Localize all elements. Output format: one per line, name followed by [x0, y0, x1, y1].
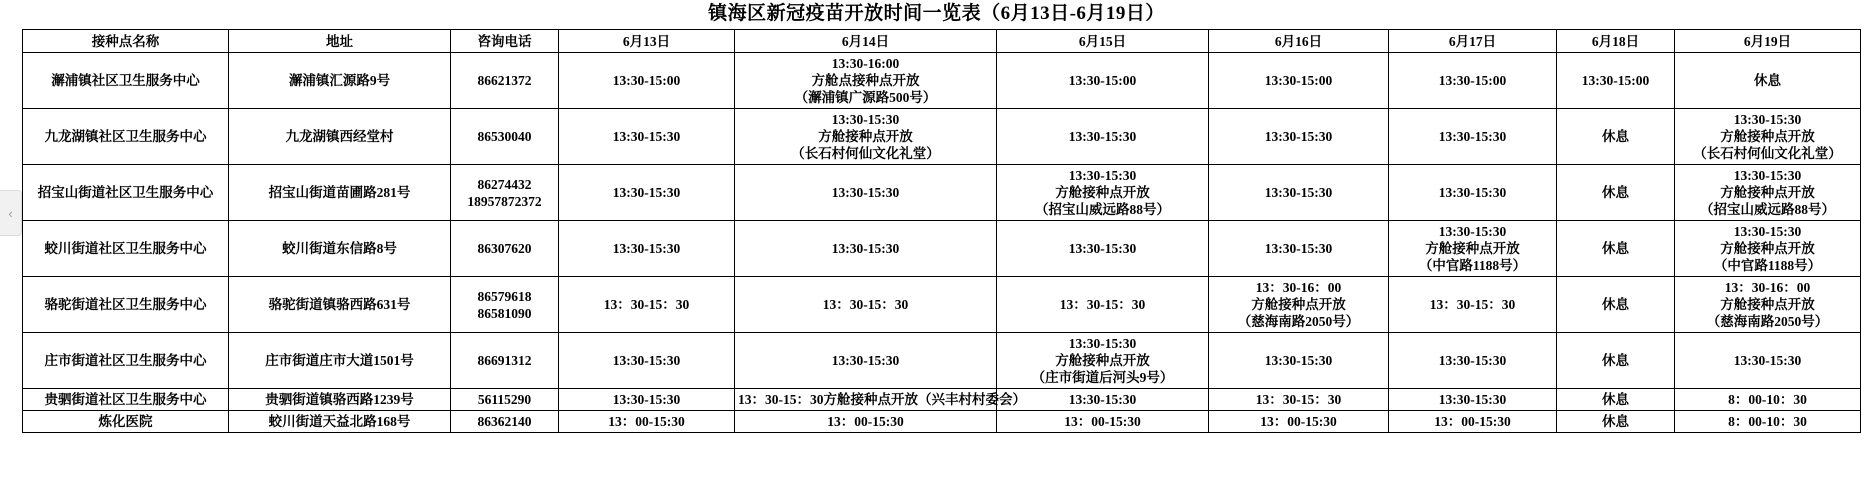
cell-june-19-line: 8：00-10：30	[1728, 392, 1807, 407]
cell-june-16	[1209, 277, 1389, 333]
cell-june-13-lines	[562, 391, 731, 408]
cell-june-18	[1557, 411, 1675, 433]
cell-june-16	[1209, 165, 1389, 221]
cell-june-15-line: 13：00-15:30	[1064, 414, 1141, 429]
cell-june-18-lines	[1560, 184, 1671, 201]
cell-phone	[451, 221, 559, 277]
cell-phone-line: 86274432	[477, 176, 532, 192]
cell-june-18-lines	[1560, 128, 1671, 145]
column-header-june-17: 6月17日	[1389, 30, 1557, 53]
cell-phone-line: 86307620	[477, 241, 532, 256]
cell-june-17-line: 13:30-15:00	[1438, 73, 1507, 88]
cell-june-19-line: 13:30-15:30	[1733, 224, 1802, 239]
cell-phone-line: 86362140	[477, 414, 532, 429]
cell-june-15-lines	[1000, 413, 1205, 430]
cell-june-19-lines	[1678, 223, 1857, 274]
cell-june-15-line: 13:30-15:30	[1068, 336, 1137, 351]
cell-june-14	[735, 333, 997, 389]
cell-june-17-lines	[1392, 223, 1553, 274]
cell-june-15-lines	[1000, 391, 1205, 408]
table-body	[23, 53, 1861, 433]
cell-june-16-lines	[1212, 184, 1385, 201]
cell-june-16	[1209, 53, 1389, 109]
cell-june-16-lines	[1212, 279, 1385, 330]
cell-june-14-line: 13：30-15：30方舱接种点开放（兴丰村村委会）	[738, 392, 1026, 407]
cell-june-16	[1209, 109, 1389, 165]
cell-june-17-line: 13:30-15:30	[1438, 392, 1507, 407]
cell-june-19	[1675, 389, 1861, 411]
cell-phone-line: 86581090	[477, 305, 532, 321]
cell-june-15	[997, 277, 1209, 333]
table-row	[23, 53, 1861, 109]
cell-june-13-lines	[562, 72, 731, 89]
cell-address: 庄市街道庄市大道1501号	[229, 333, 451, 389]
cell-june-13-line: 13:30-15:00	[612, 73, 681, 88]
cell-june-19-line: 13:30-15:30	[1733, 112, 1802, 127]
cell-june-18-lines	[1560, 72, 1671, 89]
cell-phone-lines	[454, 288, 555, 322]
cell-june-16-line: 13：30-15：30	[1255, 392, 1342, 407]
cell-june-16-line: 13：00-15:30	[1260, 414, 1337, 429]
cell-june-18-lines	[1560, 296, 1671, 313]
cell-june-19	[1675, 277, 1861, 333]
cell-june-15-line: （庄市街道后河头9号）	[1031, 370, 1174, 385]
cell-june-16-line: 13:30-15:00	[1264, 73, 1333, 88]
cell-june-14	[735, 53, 997, 109]
cell-june-15-line: （招宝山威远路88号）	[1035, 202, 1170, 217]
cell-june-16-lines	[1212, 240, 1385, 257]
cell-june-19-lines	[1678, 391, 1857, 408]
cell-june-18-lines	[1560, 352, 1671, 369]
cell-address: 澥浦镇汇源路9号	[229, 53, 451, 109]
cell-june-18	[1557, 277, 1675, 333]
cell-june-17-line: （中官路1188号）	[1418, 258, 1527, 273]
cell-june-14-lines	[738, 240, 993, 257]
cell-phone	[451, 277, 559, 333]
cell-site-name: 九龙湖镇社区卫生服务中心	[23, 109, 229, 165]
cell-phone-lines	[454, 176, 555, 210]
cell-june-14-line: 13:30-16:00	[831, 56, 900, 71]
cell-june-13-lines	[562, 240, 731, 257]
cell-june-19-line: 8：00-10：30	[1728, 414, 1807, 429]
cell-june-19-line: 13:30-15:30	[1733, 168, 1802, 183]
cell-june-18	[1557, 221, 1675, 277]
cell-june-13-line: 13:30-15:30	[612, 185, 681, 200]
cell-june-17	[1389, 53, 1557, 109]
cell-june-14-lines	[738, 413, 993, 430]
cell-june-13	[559, 221, 735, 277]
cell-june-14-line: （长石村何仙文化礼堂）	[791, 146, 940, 161]
cell-june-14-line: 方舱点接种点开放	[811, 73, 920, 88]
cell-june-13-line: 13:30-15:30	[612, 353, 681, 368]
cell-address: 蛟川街道东信路8号	[229, 221, 451, 277]
cell-june-15-lines	[1000, 167, 1205, 218]
cell-june-13-line: 13:30-15:30	[612, 129, 681, 144]
cell-phone-line: 18957872372	[467, 193, 542, 209]
cell-june-13	[559, 333, 735, 389]
cell-june-18-line: 休息	[1602, 392, 1629, 407]
cell-address: 贵驷街道镇骆西路1239号	[229, 389, 451, 411]
cell-june-19-line: 方舱接种点开放	[1720, 185, 1815, 200]
cell-june-17-line: 方舱接种点开放	[1425, 241, 1520, 256]
cell-june-14-line: （澥浦镇广源路500号）	[794, 90, 937, 105]
cell-june-17-lines	[1392, 184, 1553, 201]
cell-june-15	[997, 389, 1209, 411]
cell-june-18-lines	[1560, 413, 1671, 430]
cell-june-16-lines	[1212, 72, 1385, 89]
cell-june-14	[735, 389, 1026, 411]
column-header-june-15: 6月15日	[997, 30, 1209, 53]
cell-june-15-line: 方舱接种点开放	[1055, 185, 1150, 200]
cell-june-19-line: （长石村何仙文化礼堂）	[1693, 146, 1842, 161]
cell-june-15	[997, 165, 1209, 221]
cell-june-13-lines	[562, 352, 731, 369]
cell-june-17-line: 13:30-15:30	[1438, 129, 1507, 144]
cell-june-13-lines	[562, 128, 731, 145]
cell-june-18-line: 休息	[1602, 353, 1629, 368]
cell-june-19-line: 方舱接种点开放	[1720, 129, 1815, 144]
cell-june-19	[1675, 109, 1861, 165]
cell-phone	[451, 389, 559, 411]
cell-june-16-line: 13:30-15:30	[1264, 241, 1333, 256]
cell-june-14-line: 13:30-15:30	[831, 353, 900, 368]
cell-june-17-lines	[1392, 296, 1553, 313]
vaccination-schedule-table	[22, 29, 1861, 433]
cell-june-15-line: 13:30-15:00	[1068, 73, 1137, 88]
cell-june-14-lines	[738, 111, 993, 162]
table-header-row	[23, 30, 1861, 53]
table-row	[23, 165, 1861, 221]
cell-june-17	[1389, 165, 1557, 221]
table-row	[23, 221, 1861, 277]
cell-june-14-line: 方舱接种点开放	[818, 129, 913, 144]
cell-june-15-lines	[1000, 240, 1205, 257]
cell-june-16-line: 13:30-15:30	[1264, 185, 1333, 200]
cell-june-19-line: （慈海南路2050号）	[1706, 314, 1829, 329]
cell-june-16	[1209, 411, 1389, 433]
cell-address: 九龙湖镇西经堂村	[229, 109, 451, 165]
cell-address: 骆驼街道镇骆西路631号	[229, 277, 451, 333]
table-row	[23, 411, 1861, 433]
cell-june-18-line: 休息	[1602, 414, 1629, 429]
cell-june-19-line: 13:30-15:30	[1733, 353, 1802, 368]
cell-june-17	[1389, 221, 1557, 277]
cell-june-13	[559, 109, 735, 165]
cell-june-19	[1675, 333, 1861, 389]
cell-june-17	[1389, 109, 1557, 165]
cell-june-19-lines	[1678, 413, 1857, 430]
cell-june-17	[1389, 333, 1557, 389]
cell-june-13	[559, 389, 735, 411]
cell-june-18	[1557, 53, 1675, 109]
cell-june-13-line: 13:30-15:30	[612, 392, 681, 407]
cell-june-16-line: 13：30-16：00	[1255, 280, 1342, 295]
cell-june-14-line: 13:30-15:30	[831, 185, 900, 200]
cell-june-15-line: 13：30-15：30	[1059, 297, 1146, 312]
column-header-site-name: 接种点名称	[23, 30, 229, 53]
cell-june-18-line: 休息	[1602, 129, 1629, 144]
cell-site-name: 炼化医院	[23, 411, 229, 433]
cell-june-17	[1389, 389, 1557, 411]
cell-june-19-line: 方舱接种点开放	[1720, 241, 1815, 256]
cell-june-15-lines	[1000, 128, 1205, 145]
cell-june-19-lines	[1678, 167, 1857, 218]
column-header-address: 地址	[229, 30, 451, 53]
cell-phone-line: 86621372	[477, 73, 532, 88]
cell-june-17	[1389, 411, 1557, 433]
cell-june-14-lines	[738, 296, 993, 313]
cell-june-16-lines	[1212, 391, 1385, 408]
cell-june-18	[1557, 333, 1675, 389]
cell-june-15-line: 13:30-15:30	[1068, 129, 1137, 144]
cell-june-14-lines	[738, 352, 993, 369]
cell-june-15-lines	[1000, 296, 1205, 313]
cell-june-18-line: 休息	[1602, 297, 1629, 312]
cell-june-15-line: 13:30-15:30	[1068, 241, 1137, 256]
cell-june-17	[1389, 277, 1557, 333]
cell-june-16	[1209, 333, 1389, 389]
cell-june-16-lines	[1212, 128, 1385, 145]
column-header-june-16: 6月16日	[1209, 30, 1389, 53]
cell-june-17-lines	[1392, 128, 1553, 145]
cell-phone-lines	[454, 240, 555, 257]
cell-june-14-lines	[738, 55, 993, 106]
cell-june-15-lines	[1000, 72, 1205, 89]
table-row	[23, 333, 1861, 389]
cell-june-18	[1557, 109, 1675, 165]
cell-phone-lines	[454, 352, 555, 369]
cell-phone-lines	[454, 391, 555, 408]
cell-june-19-line: 方舱接种点开放	[1720, 297, 1815, 312]
cell-june-17-line: 13：30-15：30	[1429, 297, 1516, 312]
cell-june-19-lines	[1678, 352, 1857, 369]
cell-june-13-lines	[562, 184, 731, 201]
cell-address: 蛟川街道天益北路168号	[229, 411, 451, 433]
cell-june-17-lines	[1392, 72, 1553, 89]
cell-june-19	[1675, 53, 1861, 109]
cell-june-19-lines	[1678, 279, 1857, 330]
cell-june-17-lines	[1392, 352, 1553, 369]
cell-phone	[451, 109, 559, 165]
cell-june-14-line: 13:30-15:30	[831, 112, 900, 127]
table-row	[23, 277, 1861, 333]
cell-june-19-lines	[1678, 72, 1857, 89]
cell-june-13	[559, 53, 735, 109]
cell-june-15	[997, 411, 1209, 433]
cell-june-17-line: 13：00-15:30	[1434, 414, 1511, 429]
cell-june-13	[559, 165, 735, 221]
cell-june-15-line: 方舱接种点开放	[1055, 353, 1150, 368]
column-header-phone: 咨询电话	[451, 30, 559, 53]
cell-site-name: 贵驷街道社区卫生服务中心	[23, 389, 229, 411]
cell-june-14	[735, 109, 997, 165]
cell-phone-lines	[454, 72, 555, 89]
cell-june-15	[997, 53, 1209, 109]
cell-june-16-lines	[1212, 352, 1385, 369]
cell-june-15-lines	[1000, 335, 1205, 386]
cell-june-14-line: 13：00-15:30	[827, 414, 904, 429]
cell-june-19-line: 休息	[1754, 73, 1781, 88]
cell-phone-lines	[454, 413, 555, 430]
cell-june-17-line: 13:30-15:30	[1438, 224, 1507, 239]
cell-june-13-lines	[562, 413, 731, 430]
cell-june-17-lines	[1392, 413, 1553, 430]
page-title: 镇海区新冠疫苗开放时间一览表（6月13日-6月19日）	[708, 3, 1165, 24]
cell-june-18-lines	[1560, 391, 1671, 408]
cell-site-name: 骆驼街道社区卫生服务中心	[23, 277, 229, 333]
prev-page-nav-button[interactable]	[0, 190, 22, 236]
cell-june-14	[735, 221, 997, 277]
cell-june-15-line: 13:30-15:30	[1068, 168, 1137, 183]
cell-phone-line: 86579618	[477, 288, 532, 304]
cell-phone	[451, 333, 559, 389]
cell-june-18-line: 休息	[1602, 185, 1629, 200]
cell-june-16-line: 方舱接种点开放	[1251, 297, 1346, 312]
cell-june-18-line: 休息	[1602, 241, 1629, 256]
cell-june-19	[1675, 165, 1861, 221]
cell-june-14	[735, 277, 997, 333]
cell-june-19-line: 13：30-16：00	[1724, 280, 1811, 295]
cell-june-15	[997, 333, 1209, 389]
cell-june-19-line: （招宝山威远路88号）	[1700, 202, 1835, 217]
cell-june-18	[1557, 389, 1675, 411]
cell-site-name: 招宝山街道社区卫生服务中心	[23, 165, 229, 221]
cell-june-16-line: 13:30-15:30	[1264, 353, 1333, 368]
cell-address: 招宝山街道苗圃路281号	[229, 165, 451, 221]
column-header-june-19: 6月19日	[1675, 30, 1861, 53]
chevron-left-icon: ‹	[8, 205, 13, 221]
cell-phone-line: 86530040	[477, 129, 532, 144]
table-row	[23, 389, 1861, 411]
cell-june-13-line: 13：00-15:30	[608, 414, 685, 429]
cell-june-14	[735, 165, 997, 221]
cell-june-13-lines	[562, 296, 731, 313]
cell-june-14-lines	[738, 391, 1026, 408]
cell-june-18-line: 13:30-15:00	[1581, 73, 1650, 88]
cell-june-19	[1675, 411, 1861, 433]
column-header-june-18: 6月18日	[1557, 30, 1675, 53]
cell-june-19	[1675, 221, 1861, 277]
cell-june-13	[559, 411, 735, 433]
cell-june-17-lines	[1392, 391, 1553, 408]
cell-site-name: 庄市街道社区卫生服务中心	[23, 333, 229, 389]
cell-june-17-line: 13:30-15:30	[1438, 185, 1507, 200]
cell-phone	[451, 53, 559, 109]
cell-june-14	[735, 411, 997, 433]
cell-june-14-lines	[738, 184, 993, 201]
cell-june-15	[997, 221, 1209, 277]
cell-june-14-line: 13：30-15：30	[822, 297, 909, 312]
cell-phone	[451, 411, 559, 433]
cell-june-13	[559, 277, 735, 333]
cell-phone-line: 86691312	[477, 353, 532, 368]
column-header-june-14: 6月14日	[735, 30, 997, 53]
cell-june-15-line: 13:30-15:30	[1068, 392, 1137, 407]
cell-site-name: 蛟川街道社区卫生服务中心	[23, 221, 229, 277]
cell-june-17-line: 13:30-15:30	[1438, 353, 1507, 368]
cell-june-13-line: 13:30-15:30	[612, 241, 681, 256]
column-header-june-13: 6月13日	[559, 30, 735, 53]
cell-june-14-line: 13:30-15:30	[831, 241, 900, 256]
cell-june-16	[1209, 389, 1389, 411]
cell-phone-line: 56115290	[477, 392, 532, 407]
cell-june-16-line: （慈海南路2050号）	[1237, 314, 1360, 329]
cell-phone-lines	[454, 128, 555, 145]
cell-june-15	[997, 109, 1209, 165]
cell-june-18-lines	[1560, 240, 1671, 257]
cell-phone	[451, 165, 559, 221]
table-row	[23, 109, 1861, 165]
cell-site-name: 澥浦镇社区卫生服务中心	[23, 53, 229, 109]
cell-june-16	[1209, 221, 1389, 277]
cell-june-13-line: 13：30-15：30	[603, 297, 690, 312]
cell-june-18	[1557, 165, 1675, 221]
cell-june-19-line: （中官路1188号）	[1713, 258, 1822, 273]
cell-june-19-lines	[1678, 111, 1857, 162]
cell-june-16-line: 13:30-15:30	[1264, 129, 1333, 144]
cell-june-16-lines	[1212, 413, 1385, 430]
